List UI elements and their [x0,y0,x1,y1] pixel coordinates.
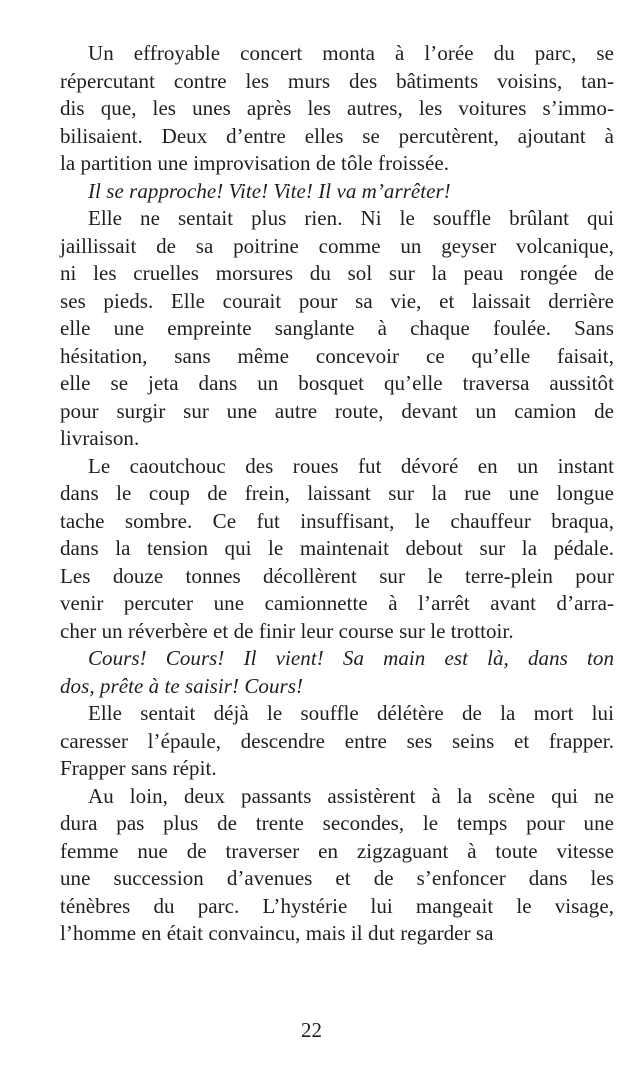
text-line: Elle ne sentait plus rien. Ni le souffle brûlant qui [88,206,614,230]
text-line: jaillissait de sa poitrine comme un geyser volcanique, [60,233,614,258]
text-line: ténèbres du parc. L’hystérie lui mangeait le visage, [60,893,614,918]
paragraph [60,783,614,948]
text-line: bilisaient. Deux d’entre elles se percutèrent, ajoutant à [60,123,614,148]
text-line: une succession d’avenues et de s’enfoncer dans les [60,866,614,890]
text-line: hésitation, sans même concevoir ce qu’elle faisait, [60,343,614,368]
text-line: femme nue de traverser en zigzaguant à toute vitesse [60,838,614,863]
text-line: Les douze tonnes décollèrent sur le terre-plein pour [60,563,614,588]
text-line: Le caoutchouc des roues fut dévoré en un instant [88,453,614,478]
text-line: ni les cruelles morsures du sol sur la peau rongée de [60,261,614,285]
paragraph [60,178,614,206]
text-line: pour surgir sur une autre route, devant un camion de [60,398,614,423]
text-line: l’homme en était convaincu, mais il dut regarder sa [60,921,494,945]
text-line: tache sombre. Ce fut insuffisant, le chauffeur braqua, [60,508,614,533]
text-line: dis que, les unes après les autres, les voitures s’immo- [60,96,614,120]
text-line: Elle sentait déjà le souffle délétère de la mort lui [88,701,614,725]
text-line: dura pas plus de trente secondes, le temps pour une [60,811,614,835]
text-line: elle se jeta dans un bosquet qu’elle traversa aussitôt [60,371,614,395]
text-line: venir percuter une camionnette à l’arrêt avant d’arra- [60,591,614,615]
text-line: dans le coup de frein, laissant sur la rue une longue [60,481,614,505]
paragraph [60,453,614,646]
text-line: ses pieds. Elle courait pour sa vie, et laissait derrière [60,288,614,313]
text-line: Cours! Cours! Il vient! Sa main est là, dans ton [88,646,614,670]
paragraph [60,40,614,178]
paragraph [60,645,614,700]
text-line: elle une empreinte sanglante à chaque foulée. Sans [60,316,614,340]
paragraph [60,700,614,783]
text-line: répercutant contre les murs des bâtiments voisins, tan- [60,68,614,93]
text-line: cher un réverbère et de finir leur course sur le trottoir. [60,618,514,643]
page-text [60,40,614,948]
text-line: Il se rapproche! Vite! Vite! Il va m’arrêter! [88,178,451,203]
paragraph [60,205,614,453]
text-line: Frapper sans répit. [60,756,217,780]
text-line: la partition une improvisation de tôle froissée. [60,151,450,175]
page-number: 22 [301,1018,322,1042]
text-line: caresser l’épaule, descendre entre ses seins et frapper. [60,728,614,753]
text-line: livraison. [60,426,140,450]
text-line: Au loin, deux passants assistèrent à la scène qui ne [88,783,614,808]
text-line: Un effroyable concert monta à l’orée du parc, se [88,41,614,65]
text-line: dos, prête à te saisir! Cours! [60,673,303,698]
text-line: dans la tension qui le maintenait debout sur la pédale. [60,536,614,560]
